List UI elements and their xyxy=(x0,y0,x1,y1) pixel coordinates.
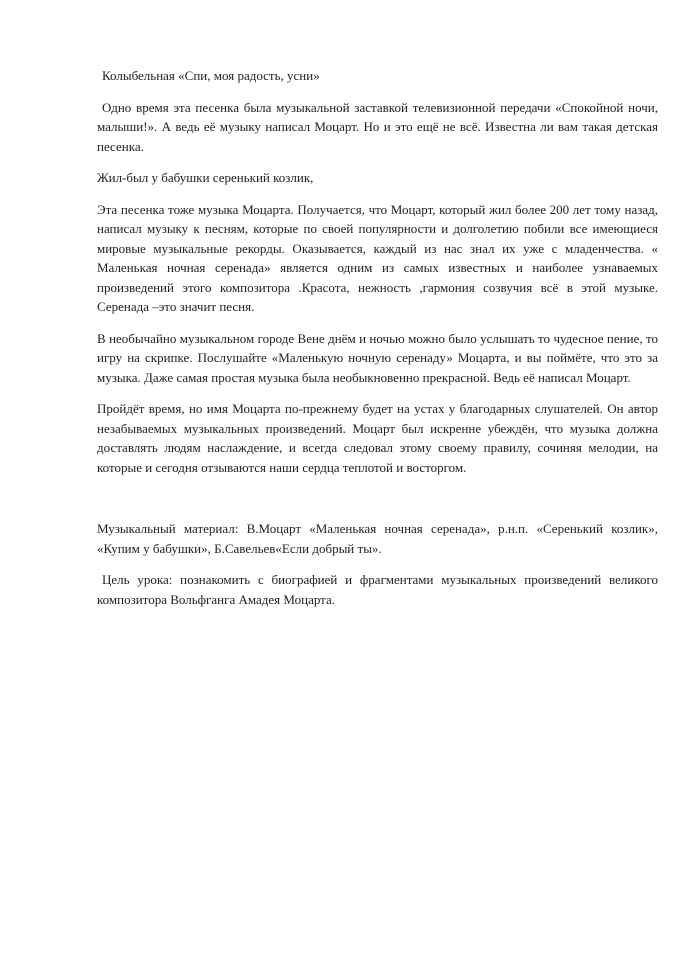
musical-materials: Музыкальный материал: В.Моцарт «Маленькая ночная серенада», р.н.п. «Серенький козлик», «Купим у бабушки», Б.Савельев«Если добрый ты». xyxy=(97,521,658,556)
song-line: Жил-был у бабушки серенький козлик, xyxy=(97,170,314,185)
section-gap xyxy=(97,489,658,519)
paragraph-intro: Одно время эта песенка была музыкальной заставкой телевизионной передачи «Спокойной ночи, малыши!». А ведь её музыку написал Моцарт. Но и это ещё не всё. Известна ли вам такая детская песенка. xyxy=(97,99,658,154)
lesson-goal: Цель урока: познакомить с биографией и фрагментами музыкальных произведений великого композитора Вольфганга Амадея Моцарта. xyxy=(97,572,658,607)
paragraph-mozart-records: Эта песенка тоже музыка Моцарта. Получается, что Моцарт, который жил более 200 лет тому назад, написал музыку к песням, которые по своей популярности и долголетию побили все имеющиеся мировые музыкальные рекорды. Оказывается, каждый из нас знал их уже с младенчества. « Маленькая ночная серенада» является одним из самых известных и наиболее узнаваемых произведений этого композитора .Красота, нежность ,гармония созвучия всё в этой музыке. Серенада –это значит песня. xyxy=(97,201,658,314)
paragraph-legacy: Пройдёт время, но имя Моцарта по-прежнему будет на устах у благодарных слушателей. Он автор незабываемых музыкальных произведений. Моцарт был искренне убеждён, что музыка должна доставлять людям наслаждение, и всегда следовал этому своему правилу, сочиняя мелодии, на которые и сегодня отзываются наши сердца теплотой и восторгом. xyxy=(97,401,658,475)
paragraph-vienna: В необычайно музыкальном городе Вене днём и ночью можно было услышать то чудесное пение, то игру на скрипке. Послушайте «Маленькую ночную серенаду» Моцарта, и вы поймёте, что это за музыка. Даже самая простая музыка была необыкновенно прекрасной. Ведь её написал Моцарт. xyxy=(97,330,658,385)
document-body xyxy=(97,66,658,621)
lullaby-title: Колыбельная «Спи, моя радость, усни» xyxy=(102,68,320,83)
